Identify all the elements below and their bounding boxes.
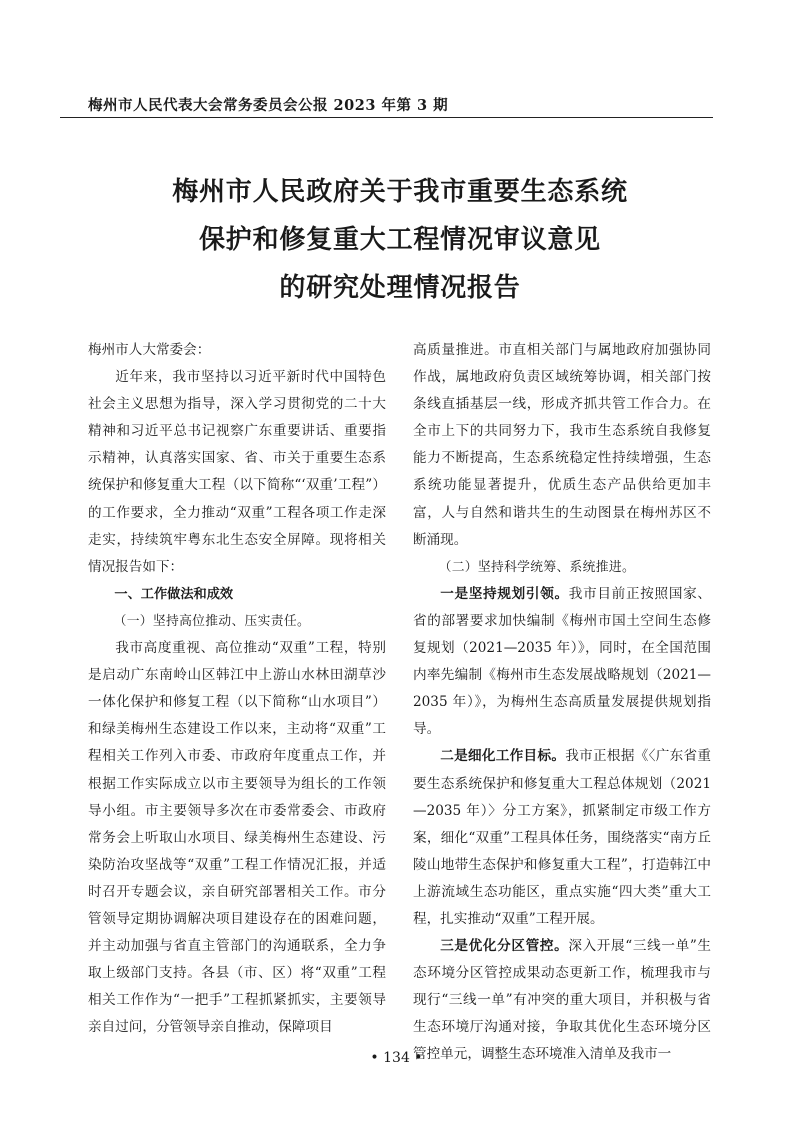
subsection-heading-2: （二）坚持科学统筹、系统推进。 bbox=[438, 559, 636, 575]
item-planning bbox=[413, 581, 711, 744]
item-zoning-lead: 三是优化分区管控。 bbox=[440, 938, 569, 955]
body-paragraph-1-continued: 高质量推进。市直相关部门与属地政府加强协同作战，属地政府负责区域统筹协调，相关部门按条线直插基层一线，形成齐抓共管工作合力。在全市上下的共同努力下，我市生态系统自我修复能力不断提高，生态系统稳定性持续增强，生态系统功能显著提升，优质生态产品供给更加丰富，人与自然和谐共生的生动图景在梅州苏区不断涌现。 bbox=[413, 342, 711, 548]
item-zoning-text: 深入开展“三线一单”生态环境分区管控成果动态更新工作，梳理我市与现行“三线一单”有冲突的重大项目，并积极与省生态环境厅沟通对接，争取其优化生态环境分区管控单元，调整生态环境准入清单及我市一 bbox=[413, 938, 712, 1063]
intro-paragraph: 近年来，我市坚持以习近平新时代中国特色社会主义思想为指导，深入学习贯彻党的二十大精神和习近平总书记视察广东重要讲话、重要指示精神，认真落实国家、省、市关于重要生态系统保护和修复重大工程（以下简称“‘双重’工程”）的工作要求，全力推动“双重”工程各项工作走深走实，持续筑牢粤东北生态安全屏障。现将相关情况报告如下： bbox=[88, 369, 386, 575]
title-line-3: 的研究处理情况报告 bbox=[279, 273, 521, 303]
title-line-1: 梅州市人民政府关于我市重要生态系统 bbox=[172, 177, 628, 207]
item-zoning bbox=[413, 933, 711, 1068]
journal-header: 梅州市人民代表大会常务委员会公报 2023 年第 3 期 bbox=[88, 97, 449, 114]
header-divider bbox=[60, 117, 713, 118]
subsection-heading-1: （一）坚持高位推动、压实责任。 bbox=[113, 613, 311, 629]
page-number: • 134 • bbox=[370, 1050, 423, 1066]
salutation: 梅州市人大常委会： bbox=[88, 342, 211, 358]
section-heading-1: 一、工作做法和成效 bbox=[114, 586, 234, 602]
item-planning-text: 我市目前正按照国家、省的部署要求加快编制《梅州市国土空间生态修复规划（2021—2035 年）》，同时，在全国范围内率先编制《梅州市生态发展战略规划（2021—2035 年）》，为梅州生态高质量发展提供规划指导。 bbox=[413, 585, 711, 738]
item-planning-lead: 一是坚持规划引领。 bbox=[440, 585, 569, 602]
item-targets-text: 我市正根据《〈广东省重要生态系统保护和修复重大工程总体规划（2021—2035 年）〉分工方案》，抓紧制定市级工作方案，细化“双重”工程具体任务，围绕落实“南方丘陵山地带生态保护和修复重大工程”，打造韩江中上游流域生态功能区，重点实施“四大类”重大工程，扎实推动“双重”工程开展。 bbox=[413, 748, 711, 927]
right-column bbox=[413, 337, 711, 1069]
item-targets bbox=[413, 743, 711, 933]
left-column bbox=[88, 337, 386, 1041]
item-targets-lead: 二是细化工作目标。 bbox=[440, 748, 566, 765]
document-title bbox=[100, 168, 700, 312]
title-line-2: 保护和修复重大工程情况审议意见 bbox=[198, 225, 601, 255]
body-paragraph-1: 我市高度重视、高位推动“双重”工程，特别是启动广东南岭山区韩江中上游山水林田湖草沙一体化保护和修复工程（以下简称“山水项目”）和绿美梅州生态建设工作以来，主动将“双重”工程相关工作列入市委、市政府年度重点工作，并根据工作实际成立以市主要领导为组长的工作领导小组。市主要领导多次在市委常委会、市政府常务会上听取山水项目、绿美梅州生态建设、污染防治攻坚战等“双重”工程工作情况汇报，并适时召开专题会议，亲自研究部署相关工作。市分管领导定期协调解决项目建设存在的困难问题，并主动加强与省直主管部门的沟通联系，全力争取上级部门支持。各县（市、区）将“双重”工程相关工作作为“一把手”工程抓紧抓实，主要领导亲自过问，分管领导亲自推动，保障项目 bbox=[88, 640, 386, 1036]
